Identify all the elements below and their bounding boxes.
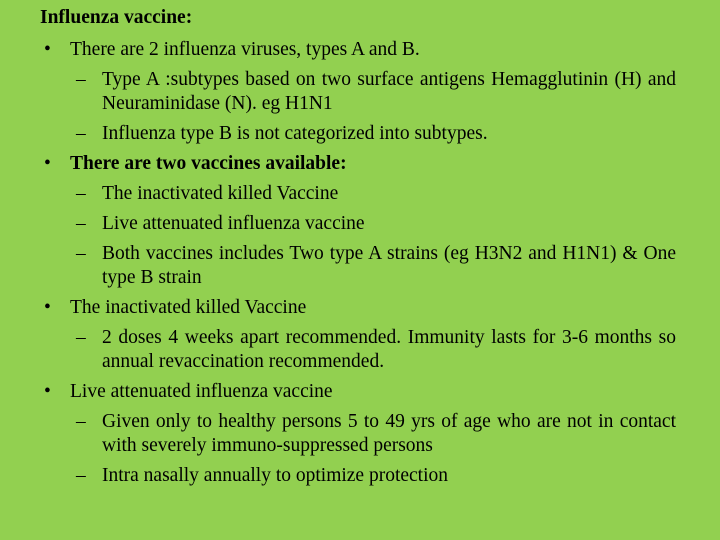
sub-bullet-item [44,326,676,374]
bullet-text: The inactivated killed Vaccine [70,297,307,318]
bullet-icon: • [44,39,51,60]
slide-title: Influenza vaccine: [40,7,193,28]
bullet-item [44,380,676,404]
bullet-icon: • [44,297,51,318]
bullet-text: There are two vaccines available: [70,153,347,174]
dash-icon: – [76,69,86,90]
bullet-text: Live attenuated influenza vaccine [70,381,333,402]
sub-bullet-item [44,182,676,206]
sub-bullet-text: Given only to healthy persons 5 to 49 yrs of age who are not in contact with severely immuno-suppressed persons [102,411,676,456]
dash-icon: – [76,183,86,204]
sub-bullet-text: Both vaccines includes Two type A strains (eg H3N2 and H1N1) & One type B strain [102,243,676,288]
bullet-item [44,152,676,176]
sub-bullet-item [44,68,676,116]
dash-icon: – [76,123,86,144]
sub-bullet-text: Intra nasally annually to optimize protection [102,465,449,486]
sub-bullet-item [44,464,676,488]
sub-bullet-text: The inactivated killed Vaccine [102,183,339,204]
bullet-icon: • [44,381,51,402]
sub-bullet-text: Type A :subtypes based on two surface antigens Hemagglutinin (H) and Neuraminidase (N). eg H1N1 [102,69,676,114]
dash-icon: – [76,465,86,486]
sub-bullet-item [44,212,676,236]
sub-bullet-item [44,410,676,458]
dash-icon: – [76,243,86,264]
dash-icon: – [76,213,86,234]
bullet-item [44,296,676,320]
sub-bullet-text: 2 doses 4 weeks apart recommended. Immunity lasts for 3-6 months so annual revaccination recommended. [102,327,676,372]
sub-bullet-item [44,122,676,146]
bullet-item [44,38,676,62]
sub-bullet-text: Live attenuated influenza vaccine [102,213,365,234]
bullet-text: There are 2 influenza viruses, types A and B. [70,39,420,60]
sub-bullet-item [44,242,676,290]
dash-icon: – [76,327,86,348]
dash-icon: – [76,411,86,432]
sub-bullet-text: Influenza type B is not categorized into subtypes. [102,123,488,144]
bullet-icon: • [44,153,51,174]
